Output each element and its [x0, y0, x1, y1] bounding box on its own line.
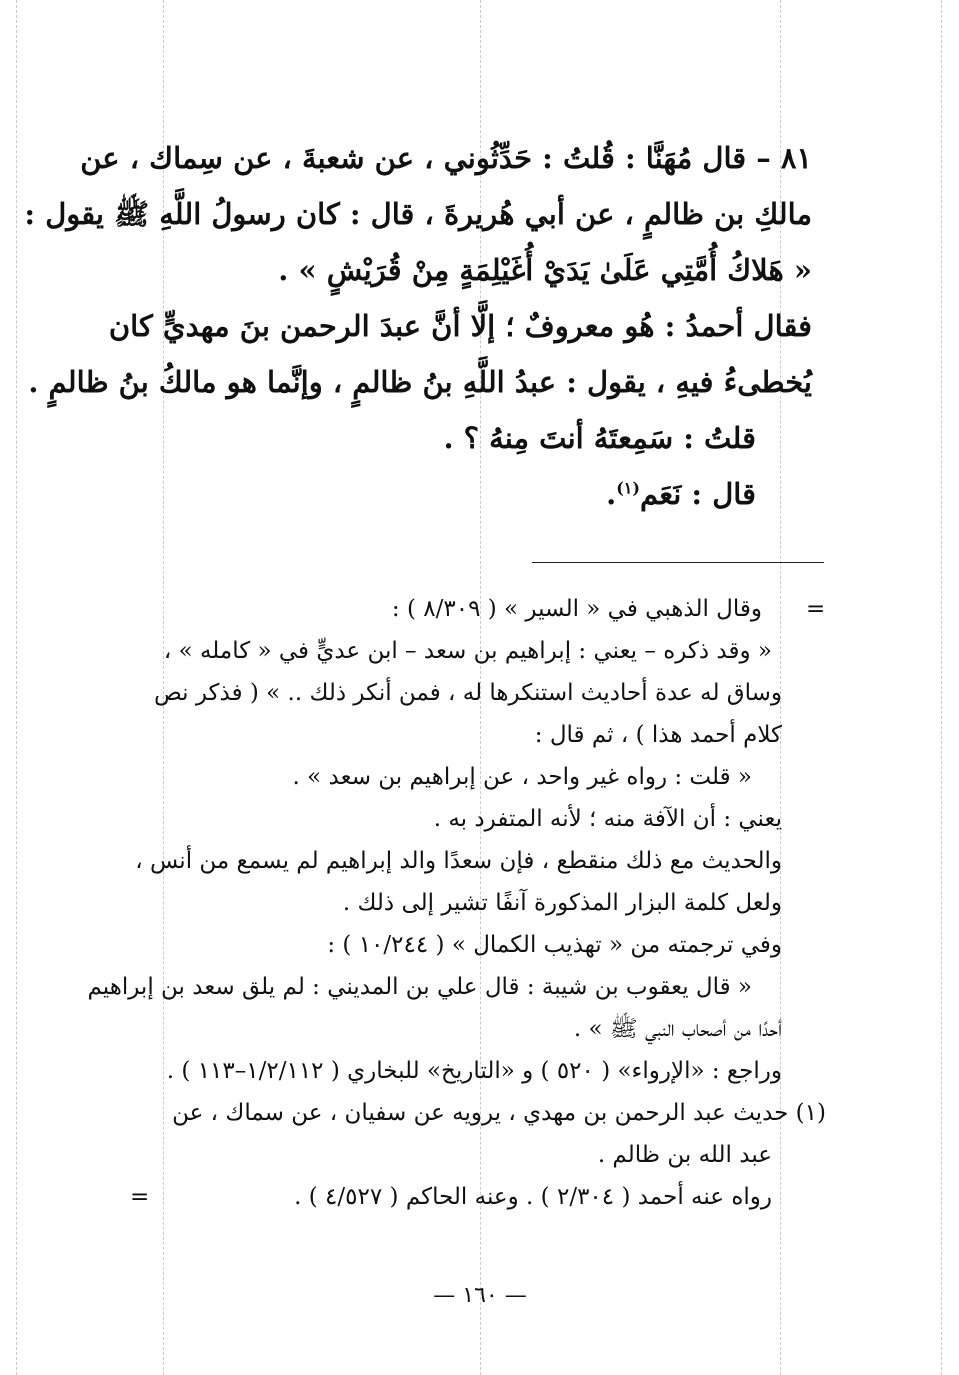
- scan-guide-line: [16, 0, 17, 1375]
- main-line-text: .: [606, 477, 617, 511]
- continuation-mark: =: [806, 596, 826, 622]
- footnote-line: [20, 1176, 832, 1218]
- footnote-line: [20, 588, 832, 630]
- main-line: يُخطىءُ فيهِ ، يقول : عبدُ اللَّهِ بنُ ظالمٍ ، وإنَّما هو مالكُ بنُ ظالمٍ .: [28, 365, 812, 399]
- footnote-separator: [532, 562, 824, 563]
- footnote-line: وراجع : «الإرواء» ( ٥٢٠ ) و «التاريخ» للبخاري ( ١/٢/١١٢–١١٣ ) .: [166, 1058, 782, 1084]
- continuation-mark: =: [130, 1184, 150, 1210]
- main-text-block: [24, 130, 812, 522]
- footnote-marker: (١): [616, 478, 640, 498]
- footnote-line: « قال يعقوب بن شيبة : قال علي بن المديني : لم يلق سعد بن إبراهيم: [87, 974, 752, 1000]
- main-line: مالكِ بن ظالمٍ ، عن أبي هُريرةَ ، قال : كان رسولُ اللَّهِ ﷺ يقول :: [24, 197, 812, 231]
- main-line-text: قال : نَعَم: [639, 477, 756, 511]
- main-line: فقال أحمدُ : هُو معروفٌ ؛ إلَّا أنَّ عبدَ الرحمن بنَ مهديٍّ كان: [108, 309, 812, 343]
- footnote-line: يعني : أن الآفة منه ؛ لأنه المتفرد به .: [433, 806, 782, 832]
- page-number: — ١٦٠ —: [433, 1283, 527, 1308]
- footnote-line: وفي ترجمته من « تهذيب الكمال » ( ١٠/٢٤٤ ) :: [327, 932, 782, 958]
- footnote-label: (١): [795, 1100, 826, 1126]
- footnote-line: أحدًا من أصحاب النبي ﷺ » .: [573, 1016, 782, 1042]
- footnote-line: عبد الله بن ظالم .: [597, 1142, 772, 1168]
- main-line: ٨١ – قال مُهَنَّا : قُلتُ : حَدِّثُوني ، عن شعبةَ ، عن سِماك ، عن: [80, 141, 812, 175]
- footnote-line: كلام أحمد هذا ) ، ثم قال :: [534, 722, 782, 748]
- footnote-line: [20, 1092, 832, 1134]
- footnotes-block: [20, 588, 832, 1218]
- footnote-line: « قلت : رواه غير واحد ، عن إبراهيم بن سعد » .: [292, 764, 752, 790]
- footnote-line: وساق له عدة أحاديث استنكرها له ، فمن أنكر ذلك .. » ( فذكر نص: [153, 680, 782, 706]
- main-line: [100, 466, 812, 522]
- main-line: « هَلاكُ أُمَّتِي عَلَىٰ يَدَيْ أُغَيْلِمَةٍ مِنْ قُرَيْشٍ » .: [278, 253, 812, 287]
- footnote-text: وقال الذهبي في « السير » ( ٨/٣٠٩ ) :: [391, 596, 762, 622]
- footnote-line: ولعل كلمة البزار المذكورة آنفًا تشير إلى ذلك .: [342, 890, 782, 916]
- main-line: قلتُ : سَمِعتَهُ أنتَ مِنهُ ؟ .: [443, 421, 756, 455]
- footnote-text: حديث عبد الرحمن بن مهدي ، يرويه عن سفيان ، عن سماك ، عن: [172, 1100, 789, 1126]
- footnote-text: رواه عنه أحمد ( ٢/٣٠٤ ) . وعنه الحاكم ( ٤/٥٢٧ ) .: [294, 1184, 772, 1210]
- scan-guide-line: [941, 0, 942, 1375]
- footnote-line: « وقد ذكره – يعني : إبراهيم بن سعد – ابن عديٍّ في « كامله » ،: [163, 638, 772, 664]
- footnote-line: والحديث مع ذلك منقطع ، فإن سعدًا والد إبراهيم لم يسمع من أنس ،: [135, 848, 782, 874]
